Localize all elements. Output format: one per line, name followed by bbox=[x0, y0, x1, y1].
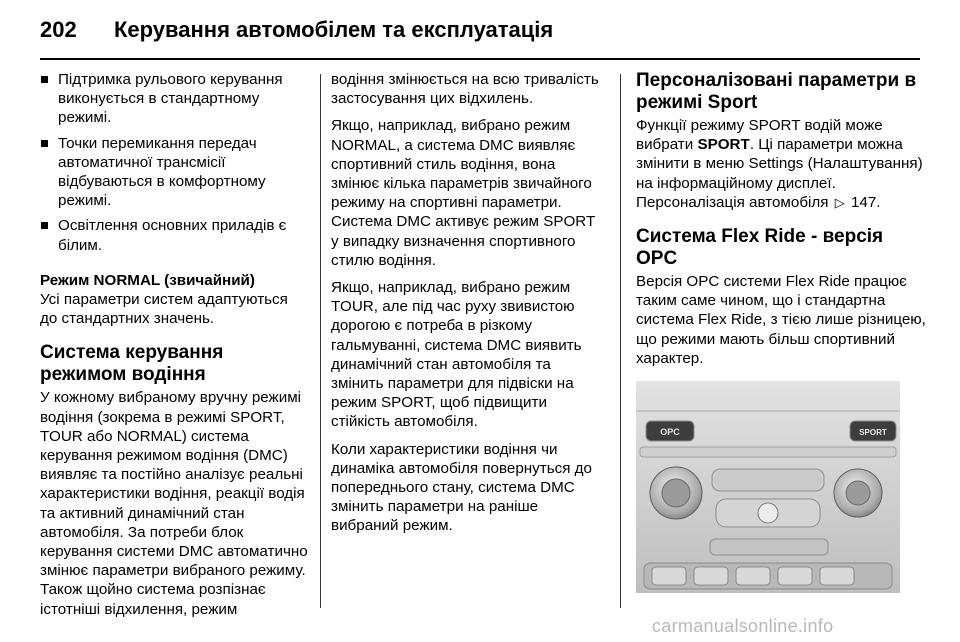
paragraph: водіння змінюється на всю тривалість застосування цих відхилень. bbox=[331, 71, 599, 108]
normal-mode-heading: Режим NORMAL (звичайний) bbox=[40, 271, 255, 289]
sport-text: Функції режиму SPORT водій може вибрати SPORT. Ці параметри можна змінити в меню Settings (Налаштування) на інформаційному дисплеї. Персоналізація автомобіля ▷ 147. bbox=[636, 117, 923, 211]
normal-mode-text: Усі параметри систем адаптуються до стандартних значень. bbox=[40, 291, 288, 328]
column-divider bbox=[320, 74, 321, 608]
chapter-title: Керування автомобілем та експлуатація bbox=[114, 17, 554, 42]
column-2 bbox=[331, 70, 603, 544]
opc-button-label: OPC bbox=[660, 427, 680, 437]
sport-heading: Персоналізовані параметри в режимі Sport bbox=[636, 70, 917, 113]
bullet-item: Підтримка рульового керування виконується в стандартному режимі. bbox=[40, 70, 308, 128]
dmc-text: У кожному вибраному вручну режимі водіння (зокрема в режимі SPORT, TOUR або NORMAL) система керування режимом водіння (DMC) виявляє та постійно аналізує реальні характеристики водіння, реакції водія та активний динамічний стан автомобіля. За потреби блок керування системи DMC автоматично змінює параметри вибраного режиму. Також щойно система розпізнає істотніші відхилення, режим bbox=[40, 389, 308, 618]
paragraph: Якщо, наприклад, вибрано режим TOUR, але під час руху звивистою дорогою є потреба в різкому гальмуванні, система DMC виявить динамічний стан автомобіля та змінить параметри для підвіски на режим SPORT, щоб підвищити стійкість автомобіля. bbox=[331, 279, 582, 431]
column-3 bbox=[636, 70, 926, 374]
console-photo bbox=[636, 381, 900, 593]
page-reference-icon: ▷ bbox=[834, 194, 845, 210]
reference-page[interactable]: 147. bbox=[850, 193, 881, 211]
center-console-illustration bbox=[636, 381, 900, 593]
personalization-text: Персоналізація автомобіля bbox=[636, 193, 829, 211]
bullet-list bbox=[40, 70, 308, 255]
dmc-heading: Система керування режимом водіння bbox=[40, 342, 224, 386]
bullet-item: Точки перемикання передач автоматичної трансмісії відбуваються в комфортному режимі. bbox=[40, 134, 308, 211]
sport-button-label: SPORT bbox=[859, 428, 887, 437]
sport-keyword: SPORT bbox=[697, 136, 750, 154]
page-number: 202 bbox=[40, 17, 77, 42]
column-1 bbox=[40, 70, 308, 625]
header-rule bbox=[40, 58, 920, 60]
paragraph: Якщо, наприклад, вибрано режим NORMAL, а система DMC виявляє спортивний стиль водіння, вона змінює кілька параметрів звичайного режиму на спортивні параметри. Система DMC активує режим SPORT у випадку визначення спортивного стилю водіння. bbox=[331, 117, 595, 269]
watermark: carmanualsonline.info bbox=[652, 616, 834, 636]
flex-ride-heading: Система Flex Ride - версія OPC bbox=[636, 226, 884, 270]
bullet-item: Освітлення основних приладів є білим. bbox=[40, 216, 308, 254]
page-header bbox=[40, 14, 553, 46]
flex-ride-text: Версія OPC системи Flex Ride працює таким саме чином, що і стандартна система Flex Ride, з тією лише різницею, що режими мають більш спортивний характер. bbox=[636, 273, 926, 367]
column-divider bbox=[620, 74, 621, 608]
paragraph: Коли характеристики водіння чи динаміка автомобіля повернуться до попереднього стану, система DMC змінить параметри на раніше вибраний режим. bbox=[331, 440, 592, 535]
